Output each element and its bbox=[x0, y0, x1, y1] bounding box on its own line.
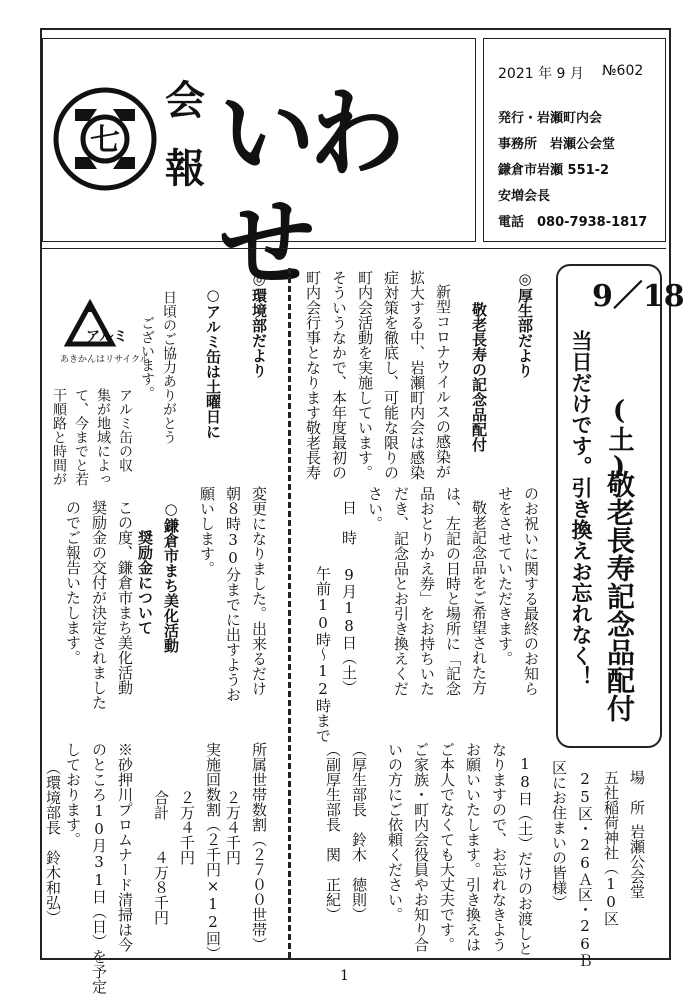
environment-text: のところ10月31日（日）を予定 bbox=[90, 742, 108, 994]
welfare-text: なりますので、お忘れなきよう bbox=[490, 742, 508, 952]
recycle-label: アルミ bbox=[86, 329, 128, 345]
recycle-caption: あきかんはリサイクル bbox=[60, 355, 149, 365]
environment-total: 合計 ４万８千円 bbox=[152, 790, 170, 925]
environment-text: しております。 bbox=[64, 742, 82, 847]
environment-text: この度、鎌倉市まち美化活動 bbox=[116, 500, 134, 695]
environment-text: 奨励金の交付が決定されました bbox=[90, 500, 108, 710]
area-text: 五社稲荷神社（10区 bbox=[602, 770, 620, 926]
callout-title: 敬老長寿記念品配付 bbox=[603, 470, 636, 722]
callout-date-day: (土) bbox=[604, 396, 634, 482]
environment-text: て、今までと若 bbox=[73, 388, 89, 486]
issue-number: №602 bbox=[602, 63, 644, 79]
welfare-text: お願いいたします。引き換えは bbox=[464, 742, 482, 952]
address: 鎌倉市岩瀬 551-2 bbox=[498, 163, 610, 178]
welfare-text: 症対策を徹底し、可能な限りの bbox=[382, 270, 400, 480]
welfare-text: 18日（土）だけのお渡しと bbox=[516, 755, 534, 956]
environment-text: アルミ缶の収 bbox=[117, 388, 133, 472]
welfare-text: 新型コロナウイルスの感染が bbox=[434, 284, 452, 479]
welfare-text: 拡大する中、岩瀬町内会は感染 bbox=[408, 270, 426, 480]
welfare-text: だき、記念品とお引き換えくだ bbox=[392, 486, 410, 696]
place-label: 場 所 bbox=[628, 770, 646, 815]
title-ho: 報 bbox=[165, 145, 205, 192]
environment-text: 日頃のご協力ありがとう bbox=[161, 290, 177, 444]
callout-date-num: 9／18 bbox=[592, 279, 685, 314]
welfare-text: のお祝いに関する最終のお知ら bbox=[522, 486, 540, 696]
environment-text: 所属世帯数割（２７００世帯） bbox=[250, 742, 268, 952]
page-number: 1 bbox=[340, 968, 349, 984]
environment-sub-aluminum: ○アルミ缶は土曜日に bbox=[204, 286, 222, 439]
environment-text: のでご報告いたします。 bbox=[64, 500, 82, 665]
section-divider bbox=[288, 268, 291, 958]
emblem-char: 七 bbox=[90, 123, 120, 158]
masthead-divider bbox=[42, 248, 666, 249]
welfare-text: 品おとりかえ券」をお持ちいた bbox=[418, 486, 436, 696]
welfare-text: ご家族・町内会役員やお知り合 bbox=[412, 742, 430, 952]
issue-info bbox=[483, 38, 666, 242]
environment-text: ※砂押川プロムナード清掃は今 bbox=[116, 742, 134, 952]
environment-text: 実施回数割（２千円×12回） bbox=[204, 742, 222, 961]
welfare-subheading: 敬老長寿の記念品配付 bbox=[470, 302, 488, 452]
environment-text: 変更になりました。出来るだけ bbox=[250, 486, 268, 696]
callout-note: 当日だけです。引き換えお忘れなく！ bbox=[569, 330, 594, 687]
welfare-text: 町内会活動を実施しています。 bbox=[356, 270, 374, 480]
environment-text: ございます。 bbox=[139, 316, 155, 400]
environment-text: 朝８時30分までに出すようお bbox=[224, 486, 242, 702]
place-value: 岩瀬公会堂 bbox=[628, 824, 646, 899]
masthead bbox=[42, 38, 476, 300]
publisher: 発行・岩瀬町内会 bbox=[498, 111, 603, 126]
welfare-text: ご本人でなくても大丈夫です。 bbox=[438, 742, 456, 952]
environment-heading: ◎環境部だより bbox=[250, 270, 268, 378]
datetime-time: 午前10時～12時まで bbox=[314, 566, 332, 743]
issue-date: 2021 年 9 月 bbox=[498, 66, 584, 82]
welfare-text: そういうなかで、本年度最初の bbox=[330, 270, 348, 480]
environment-sub-grant: 奨励金について bbox=[136, 530, 154, 635]
office: 事務所 岩瀬公会堂 bbox=[498, 137, 616, 152]
welfare-text: いの方にご依頼ください。 bbox=[386, 742, 404, 922]
signature: （環境部長 鈴木和弘） bbox=[44, 760, 62, 925]
welfare-text: 敬老記念品をご希望された方 bbox=[470, 500, 488, 695]
environment-text: 願いします。 bbox=[198, 486, 216, 576]
environment-sub-grant: ○鎌倉市まち美化活動 bbox=[162, 500, 180, 653]
chair: 安増会長 bbox=[498, 189, 551, 204]
town-emblem-icon bbox=[53, 87, 157, 191]
environment-text: 集が地域によっ bbox=[95, 388, 111, 486]
area-text: 区にお住まいの皆様） bbox=[550, 760, 568, 910]
welfare-heading: ◎厚生部だより bbox=[516, 270, 534, 378]
welfare-text: せをさせていただきます。 bbox=[496, 486, 514, 666]
title-main: いわせ bbox=[219, 77, 399, 300]
environment-text: ２万４千円 bbox=[224, 790, 242, 865]
datetime-label: 日 時 bbox=[340, 500, 358, 545]
datetime-date: 9月18日（土） bbox=[340, 566, 358, 695]
environment-text: ２万４千円 bbox=[178, 790, 196, 865]
welfare-text: 町内会行事となります敬老長寿 bbox=[304, 270, 322, 480]
area-text: 25区・26Ａ区・26Ｂ bbox=[576, 770, 594, 968]
environment-text: 干順路と時間が bbox=[51, 388, 67, 486]
title-kai: 会 bbox=[165, 77, 205, 124]
signature: （厚生部長 鈴木 徳則） bbox=[350, 742, 368, 922]
signature: （副厚生部長 関 正紀） bbox=[324, 742, 342, 922]
welfare-text: は、左記の日時と場所に「記念 bbox=[444, 486, 462, 696]
phone: 電話 080-7938-1817 bbox=[498, 215, 648, 230]
welfare-text: さい。 bbox=[366, 486, 384, 531]
